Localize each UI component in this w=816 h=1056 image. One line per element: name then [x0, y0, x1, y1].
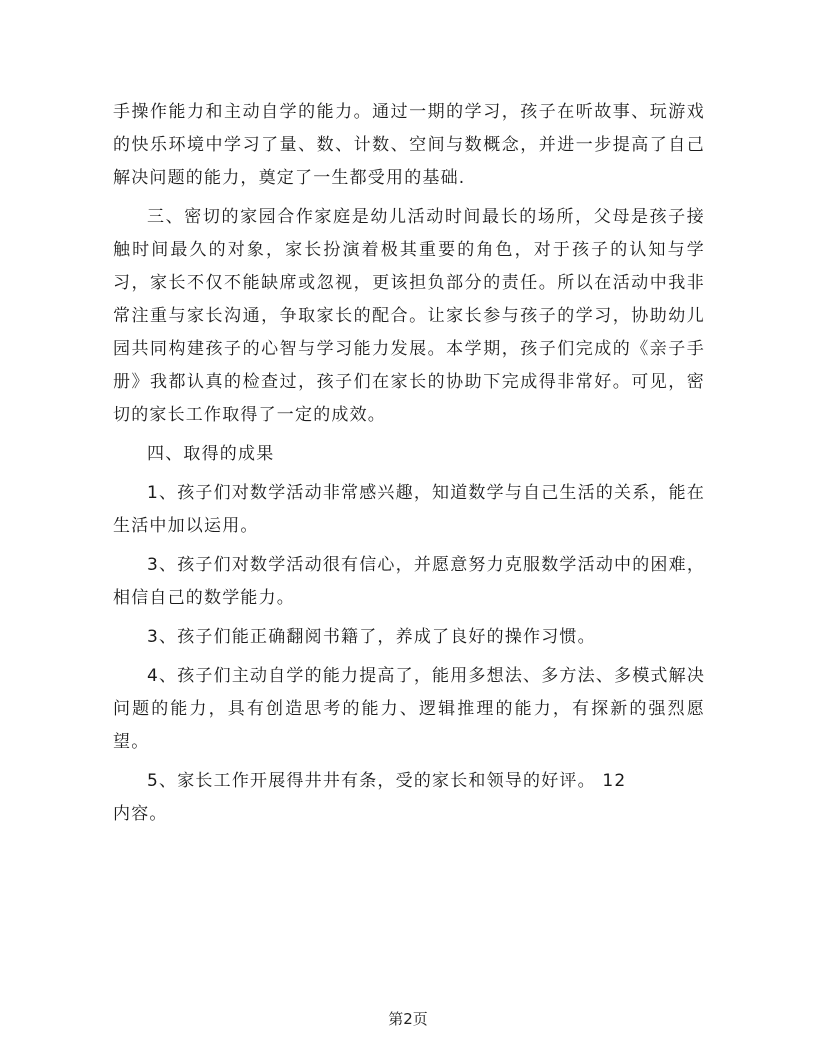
paragraph-home-school-cooperation: 三、密切的家园合作家庭是幼儿活动时间最长的场所，父母是孩子接触时间最久的对象，家长扮演着极其重要的角色，对于孩子的认知与学习，家长不仅不能缺席或忽视，更该担负部分的责任。所以在活动中我非常注重与家长沟通，争取家长的配合。让家长参与孩子的学习，协助幼儿园共同构建孩子的心智与学习能力发展。本学期，孩子们完成的《亲子手册》我都认真的检查过，孩子们在家长的协助下完成得非常好。可见，密切的家长工作取得了一定的成效。 [113, 207, 705, 425]
section-heading-results: 四、取得的成果 [147, 444, 275, 464]
page-number: 第2页 [388, 1010, 428, 1028]
result-item-1: 1、孩子们对数学活动非常感兴趣，知道数学与自己生活的关系，能在生活中加以运用。 [113, 483, 706, 536]
result-item-4: 4、孩子们主动自学的能力提高了，能用多想法、多方法、多模式解决问题的能力，具有创造思考的能力、逻辑推理的能力，有探新的强烈愿望。 [113, 666, 706, 752]
paragraph-trailing: 内容。 [113, 804, 168, 824]
result-item-5: 5、家长工作开展得井井有条，受的家长和领导的好评。 12 [147, 771, 627, 791]
document-body [113, 96, 705, 837]
result-item-confidence: 3、孩子们对数学活动很有信心，并愿意努力克服数学活动中的困难，相信自己的数学能力。 [113, 555, 706, 608]
result-item-reading: 3、孩子们能正确翻阅书籍了，养成了良好的操作习惯。 [147, 627, 596, 647]
paragraph-continuation: 手操作能力和主动自学的能力。通过一期的学习，孩子在听故事、玩游戏的快乐环境中学习了量、数、计数、空间与数概念，并进一步提高了自己解决问题的能力，奠定了一生都受用的基础. [113, 102, 705, 188]
